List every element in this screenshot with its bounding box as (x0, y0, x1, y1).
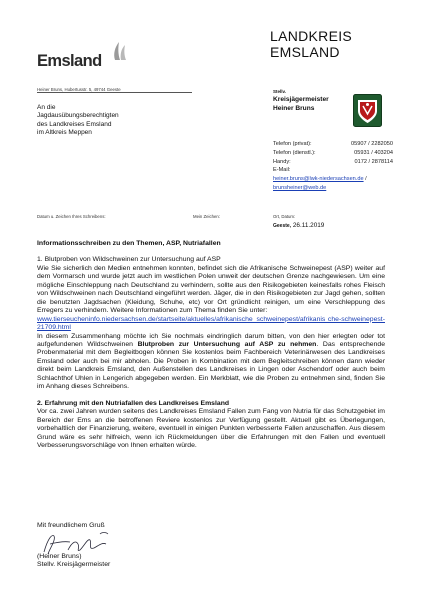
email-line-1 (273, 175, 393, 184)
recipient-line: Jagdausübungsberechtigten (37, 112, 119, 120)
landkreis-title (270, 28, 352, 60)
recipient-line: An die (37, 104, 56, 111)
letter-subject: Informationsschreiben zu den Themen, ASP, Nutriafallen (37, 240, 221, 247)
landkreis-title-line2: EMSLAND (270, 44, 340, 60)
emsland-logo-text: Emsland (37, 52, 102, 70)
role-name: Heiner Bruns (273, 105, 315, 112)
email-label: E-Mail: (273, 167, 291, 174)
jaegerschaft-badge-icon (353, 94, 382, 127)
email-link-secondary[interactable]: brunsheiner@web.de (273, 184, 327, 191)
place-value: Geeste, (273, 223, 292, 229)
phone-mobile-row (273, 158, 393, 167)
role-title: Kreisjägermeister (273, 96, 329, 103)
reference-your-letter-label: Datum u. Zeichen Ihres Schreibens: (37, 214, 106, 219)
section-heading-nutria: 2. Erfahrung mit den Nutriafallen des Landkreises Emsland (37, 399, 230, 407)
signer-title: Stellv. Kreisjägermeister (37, 561, 111, 569)
paragraph-blood-samples-bold: Blutproben zur Untersuchung auf ASP zu nehmen (137, 340, 317, 348)
paragraph-blood-samples-start: In diesem Zusammenhang möchte ich Sie nochmals eindringlich darum bitten, von den hier erlegten oder tot aufgefundenen Wildschweinen (37, 332, 385, 348)
paragraph-blood-samples (37, 333, 385, 392)
emsland-logo-mark (112, 40, 128, 62)
phone-private-row (273, 140, 393, 149)
phone-office-label: Telefon (dienstl.): (273, 149, 316, 156)
paragraph-nutria: Vor ca. zwei Jahren wurden seitens des Landkreises Emsland Fallen zum Fang von Nutria für das Schutzgebiet im Bereich der Ems an die betroffenen Reviere kostenlos zur Verfügung gestellt. Aktuell gibt es Überlegungen, vorbehaltlich der Finanzierung, weitere, eventuell in einigen Punkten verbesserte Fallen anzuschaffen. Aus diesem Grund wäre es sehr hilfreich, wenn ich Rückmeldungen über die Erfahrungen mit den Fallen und eventuell Verbesserungsvorschläge von Ihnen erhalten würde. (37, 408, 385, 449)
reference-place-date-label: Ort, Datum: (273, 214, 296, 219)
recipient-line: im Altkreis Meppen (37, 128, 92, 136)
phone-office-row (273, 149, 393, 158)
signer-block (37, 553, 110, 570)
place-date-value (273, 222, 324, 229)
date-value: 26.11.2019 (291, 222, 325, 229)
recipient-line: des Landkreises Emsland (37, 120, 112, 128)
paragraph-link (37, 316, 385, 333)
phone-office-value: 05931 / 403204 (354, 149, 393, 156)
email-link-primary[interactable]: heiner.bruns@lwk-niedersachsen.de (273, 176, 364, 183)
recipient-address (37, 104, 119, 137)
sender-role-block (273, 89, 329, 113)
sender-address-line: Heiner Bruns, Hubertusstr. 5, 49744 Geeste (37, 87, 121, 92)
contact-details (273, 140, 393, 193)
paragraph-asp-intro: Wie Sie sicherlich den Medien entnehmen konnten, befindet sich die Afrikanische Schweinepest (ASP) weiter auf dem Vormarsch und wurde jetzt auch im westlichen Polen unweit der deutschen Grenze nachgewiesen. Um eine mögliche Einschleppung nach Deutschland zu verhindern, sollte aus den Risikogebieten keinesfalls rohes Fleisch von Wildschweinen nach Deutschland eingeführt werden. Jäger, die in den Risikogebieten zur Jagd gehen, sollten die benutzten Jagdsachen (Kleidung, Schuhe, etc) vor Ort gründlicht reinigen, um eine Verschleppung des Erregers zu verhindern. Weitere Informationen zum Thema finden Sie unter: (37, 264, 385, 315)
phone-private-label: Telefon (privat): (273, 141, 312, 147)
section-heading-asp: 1. Blutproben von Wildschweinen zur Untersuchung auf ASP (37, 256, 221, 264)
closing-greeting: Mit freundlichem Gruß (37, 522, 105, 529)
landkreis-title-line1: LANDKREIS (270, 28, 353, 44)
sender-divider (37, 92, 192, 93)
phone-mobile-value: 0172 / 2878114 (354, 158, 393, 165)
email-separator: / (363, 176, 367, 183)
paragraph-blood-samples-end: . Das entsprechende Probenmaterial mit dem Begleitbogen können Sie kostenlos beim Fachbereich Veterinärwesen des Landkreises Emsland oder auch bei mir abholen. Die Proben in Kombination mit dem Begleitschreiben können dann wieder direkt beim Landkreis Emsland, den Außenstellen des Landkreises in Lingen oder Aschendorf oder auch beim Schlachthof Uhlen in Lengerich abgegeben werden. Ein Merkblatt, wie die Proben zu entnehmen sind, finden Sie im Anhang dieses Schreibens. (37, 340, 386, 391)
email-line-2 (273, 184, 393, 193)
letter-body (37, 240, 385, 450)
reference-my-sign-label: Mein Zeichen: (193, 214, 220, 219)
phone-private-value: 05907 / 2282050 (351, 141, 393, 147)
tierseuchen-info-link[interactable]: www.tierseucheninfo.niedersachsen.de/startseite/aktuelles/afrikanische_schweinepest/afrikanis che-schweinepest-21709.html (37, 315, 385, 332)
phone-mobile-label: Handy: (273, 158, 291, 165)
signer-name: (Heiner Bruns) (37, 553, 82, 560)
role-label: Stellv. (273, 89, 286, 94)
